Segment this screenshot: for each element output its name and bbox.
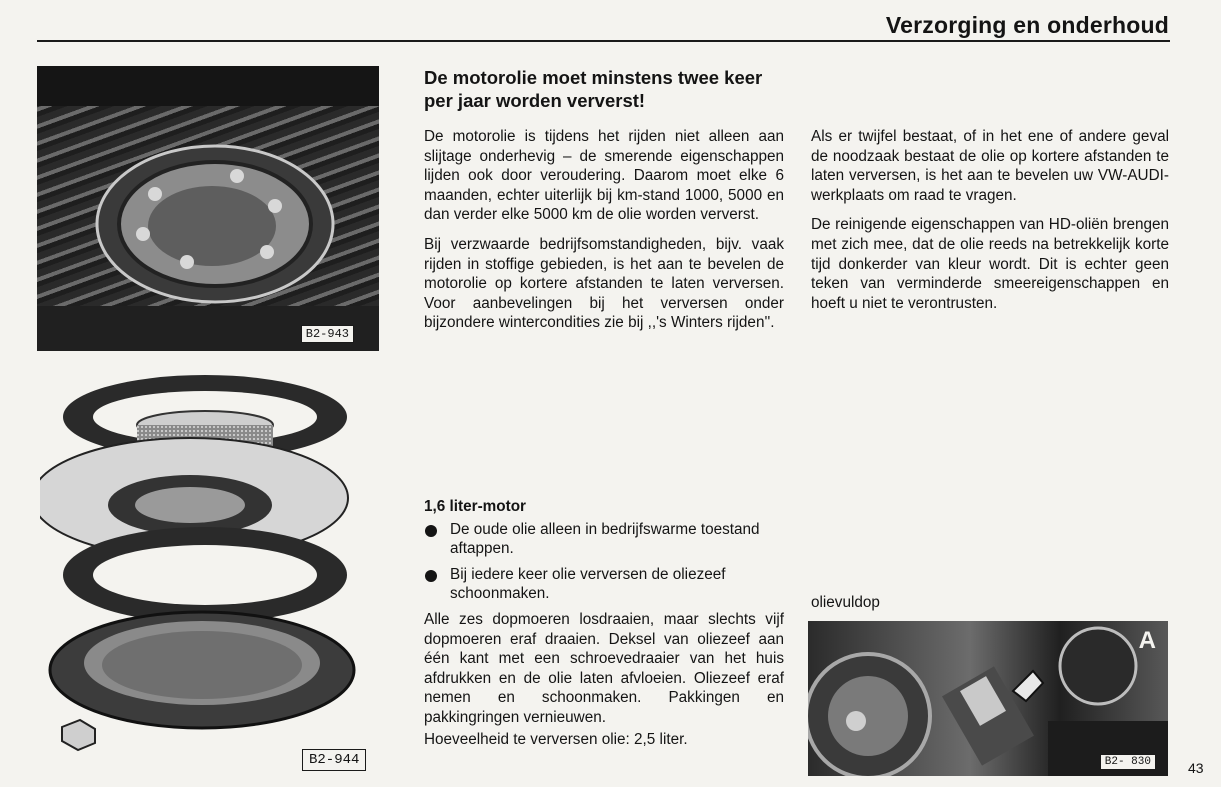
drain-plug-nut bbox=[62, 720, 95, 750]
oil-filler-cap-caption: olievuldop bbox=[811, 594, 880, 611]
oil-sump-photo bbox=[37, 66, 379, 351]
right-paragraph-1: Als er twijfel bestaat, of in het ene of andere geval de noodzaak bestaat de olie op kortere afstanden te laten verversen, is het aan te bevelen uw VW-AUDI-werkplaats om raad te vragen. bbox=[811, 128, 1169, 204]
oil-strainer-exploded-drawing bbox=[40, 365, 380, 770]
left-paragraph-2: Bij verzwaarde bedrijfsomstandigheden, bijv. vaak rijden in stoffige gebieden, is het aan te bevelen de motorolie op kortere afstanden te laten verversen. Voor aanbevelingen bij het verversen onder bijzondere wintercondities zie bij ,,'s Winters rijden''. bbox=[424, 235, 784, 332]
left-text-column bbox=[424, 127, 784, 343]
bullet-item bbox=[424, 565, 784, 604]
bullet-dot-icon bbox=[425, 525, 437, 537]
page-heading: De motorolie moet minstens twee keer per jaar worden ververst! bbox=[424, 67, 763, 111]
page-number: 43 bbox=[1188, 760, 1204, 776]
figure-label-top: B2-943 bbox=[301, 325, 354, 343]
figure-label-bottom: B2- 830 bbox=[1100, 754, 1156, 770]
bullet-item bbox=[424, 520, 784, 559]
gasket-ring-middle bbox=[63, 527, 347, 623]
engine-section bbox=[424, 497, 784, 749]
header-title: Verzorging en onderhoud bbox=[885, 12, 1169, 38]
oil-sump-photo-art bbox=[37, 66, 379, 351]
right-paragraph-2: De reinigende eigenschappen van HD-oliën brengen met zich mee, dat de olie reeds na betrekkelijk korte tijd donkerder van kleur wordt. Dit is echter geen teken van verminderde smeereigenschappen en hoeft u niet te verontrusten. bbox=[811, 216, 1169, 312]
bullet-text: Bij iedere keer olie verversen de oliezeef schoonmaken. bbox=[450, 565, 726, 603]
right-text-column bbox=[811, 127, 1169, 323]
section-title: 1,6 liter-motor bbox=[424, 498, 526, 515]
left-paragraph-1: De motorolie is tijdens het rijden niet alleen aan slijtage onderhevig – de smerende eigenschappen lijden ook door veroudering. Daarom moet elke 6 maanden, echter uiterlijk bij km-stand 1000, 5000 en dan verder elke 5000 km de olie worden ververst. bbox=[424, 128, 784, 224]
oil-filler-cap-photo-art bbox=[808, 621, 1168, 776]
bullet-dot-icon bbox=[425, 570, 437, 582]
oil-filler-cap-photo bbox=[808, 621, 1168, 776]
strainer-cover bbox=[50, 612, 354, 728]
figure-label-drawing: B2-944 bbox=[302, 749, 366, 771]
figure-letter: A bbox=[1138, 627, 1156, 654]
section-paragraph: Alle zes dopmoeren losdraaien, maar slechts vijf dopmoeren eraf draaien. Deksel van oliezeef aan één kant met een schroevedraaier van het huis afdrukken en de olie laten afvloeien. Oliezeef eraf nemen en schoonmaken. Pakkingen en pakkingringen vernieuwen. bbox=[424, 610, 784, 726]
bullet-text: De oude olie alleen in bedrijfswarme toestand aftappen. bbox=[450, 520, 760, 558]
header-rule bbox=[37, 40, 1170, 42]
oil-amount: Hoeveelheid te verversen olie: 2,5 liter. bbox=[424, 730, 688, 748]
